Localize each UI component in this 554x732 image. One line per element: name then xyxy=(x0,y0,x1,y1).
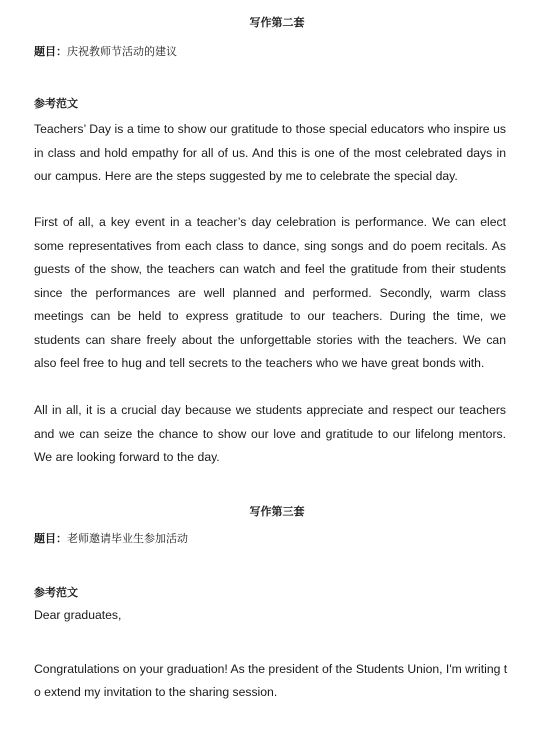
paragraph-2: First of all, a key event in a teacher’s day celebration is performance. We can elect some representatives from each class to dance, sing songs and do poem recitals. As guests of the show, the teachers can watch and feel the gratitude from their students since the performances are well planned and performed. Secondly, warm class meetings can be held to express gratitude to our teachers. During the time, we students can share freely about the unforgettable stories with the teachers. We can also feel free to hug and tell secrets to the teachers who we have great bonds with. xyxy=(34,215,506,370)
topic-label: 题目： xyxy=(34,46,67,58)
topic-label: 题目： xyxy=(34,533,67,545)
greeting: Dear graduates, xyxy=(34,608,122,622)
heading-set-3: 写作第三套 xyxy=(249,506,305,518)
sample-label-set-3: 参考范文 xyxy=(34,587,78,599)
topic-set-3 xyxy=(34,530,188,546)
sample-label-set-2: 参考范文 xyxy=(34,98,78,110)
topic-text: 庆祝教师节活动的建议 xyxy=(67,46,177,58)
paragraph-3: All in all, it is a crucial day because we students appreciate and respect our teachers and we can seize the chance to show our love and gratitude to our lifelong mentors. We are looking forward to the day. xyxy=(34,403,506,464)
paragraph-1: Teachers’ Day is a time to show our gratitude to those special educators who inspire us in class and hold empathy for all of us. And this is one of the most celebrated days in our campus. Here are the steps suggested by me to celebrate the special day. xyxy=(34,122,507,183)
topic-set-2 xyxy=(34,43,177,59)
heading-set-2: 写作第二套 xyxy=(249,17,305,29)
topic-text: 老师邀请毕业生参加活动 xyxy=(67,533,188,545)
letter-line-1: Congratulations on your graduation! As the president of the Students Union, I'm writing t xyxy=(34,662,508,676)
letter-line-2: o extend my invitation to the sharing session. xyxy=(34,685,278,699)
